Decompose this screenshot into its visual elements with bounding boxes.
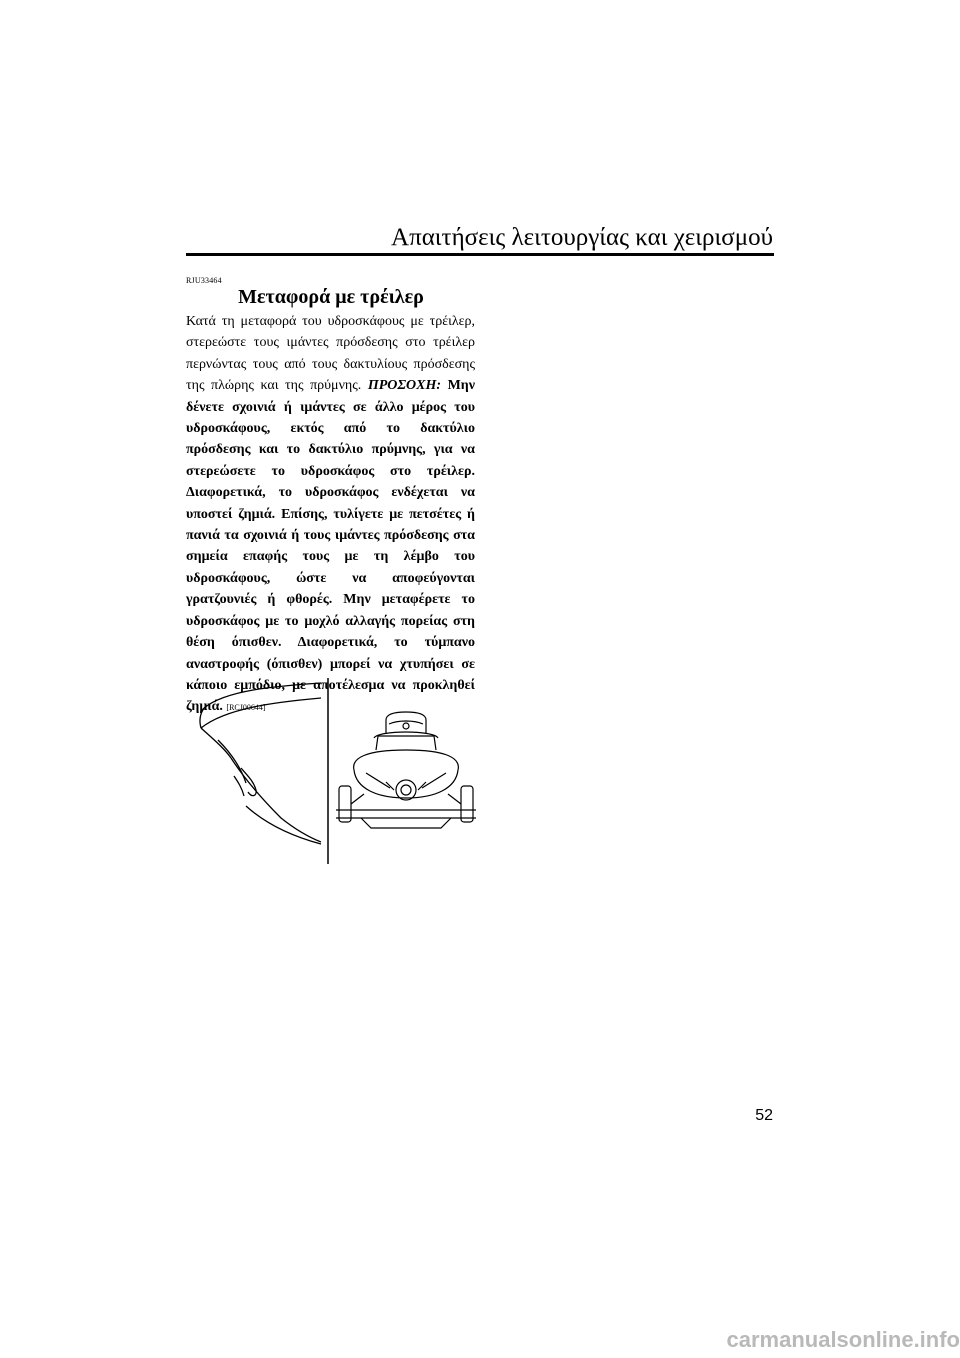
page-number: 52: [755, 1107, 773, 1124]
trailer-wheel-left: [339, 786, 351, 822]
section-title: Μεταφορά με τρέιλερ: [238, 286, 424, 308]
caution-reference-code: [RCJ00644]: [226, 703, 266, 713]
bow-hull-detail: [200, 683, 321, 844]
jet-nozzle: [396, 780, 416, 800]
watermark: carmanualsonline.info: [726, 1327, 960, 1352]
page-header-title: Απαιτήσεις λειτουργίας και χειρισμού: [391, 224, 773, 251]
header-divider: [186, 253, 774, 256]
section-body-text: [186, 311, 475, 719]
trailer-wheel-right: [461, 786, 473, 822]
trailer-tie-down-illustration: [186, 678, 476, 864]
intro-text: Κατά τη μεταφορά του υδροσκάφους με τρέιλερ, στερεώστε τους ιμάντες πρόσδεσης στο τρέιλερ περνώντας τους από τους δακτυλίους πρόσδεσης της πλώρης και της πρύμνης.: [186, 314, 475, 394]
caution-text: Μην δένετε σχοινιά ή ιμάντες σε άλλο μέρος του υδροσκάφους, εκτός από το δακτύλιο πρόσδεσης και το δακτύλιο πρύμνης, για να στερεώσετε το υδροσκάφος στο τρέιλερ. Διαφορετικά, το υδροσκάφος ενδέχεται να υποστεί ζημιά. Επίσης, τυλίγετε με πετσέτες ή πανιά τα σχοινιά ή τους ιμάντες πρόσδεσης στα σημεία επαφής τους με τη λέμβο του υδροσκάφους, ώστε να αποφεύγονται γρατζουνιές ή φθορές. Μην μεταφέρετε το υδροσκάφος με το μοχλό αλλαγής πορείας στη θέση όπισθεν. Διαφορετικά, το τύμπανο αναστροφής (όπισθεν) μπορεί να χτυπήσει σε κάποιο εμπόδιο, με αποτέλεσμα να προκληθεί ζημιά.: [186, 378, 476, 715]
stern-trailer-view: [336, 712, 476, 828]
caution-label: ΠΡΟΣΟΧΗ:: [367, 378, 442, 394]
section-reference-code: RJU33464: [186, 276, 222, 285]
